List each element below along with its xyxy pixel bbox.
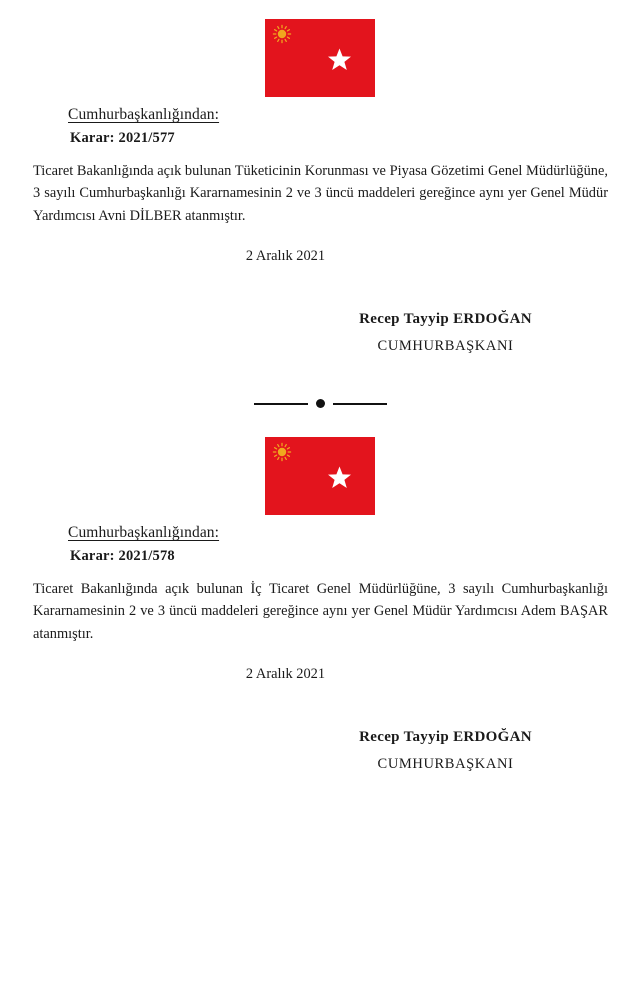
decree-header-1: Cumhurbaşkanlığından: (68, 106, 220, 123)
decree-date-2: 2 Aralık 2021 (245, 665, 326, 682)
decree-header-2: Cumhurbaşkanlığından: (68, 523, 220, 541)
decision-number-2: Karar: 2021/578 (70, 547, 175, 564)
signature-block-2 (33, 729, 608, 773)
signatory-name-1: Recep Tayyip ERDOĞAN (359, 310, 532, 327)
decree-block-1 (0, 106, 640, 355)
decision-number-1: Karar: 2021/577 (70, 130, 175, 146)
turkish-flag-icon (265, 437, 375, 515)
decision-row-1 (33, 129, 608, 147)
flag-emblem-container-2 (0, 437, 640, 515)
signature-block-1 (33, 311, 608, 355)
signatory-name-2: Recep Tayyip ERDOĞAN (359, 728, 532, 745)
turkish-flag-icon (265, 19, 375, 97)
divider-spacer (0, 411, 640, 437)
signatory-title-1: CUMHURBAŞKANI (377, 337, 514, 354)
decree-block-2 (0, 524, 640, 773)
top-spacer (0, 0, 640, 19)
signatory-title-2: CUMHURBAŞKANI (377, 755, 514, 772)
decree-date-1: 2 Aralık 2021 (245, 247, 326, 264)
decree-header-row-2 (33, 524, 608, 542)
divider-rule-left (254, 403, 308, 405)
decision-row-2 (33, 547, 608, 565)
section-divider (0, 397, 640, 411)
divider-rule-right (333, 403, 387, 405)
divider-dot-icon (316, 399, 325, 408)
flag-emblem-container-1 (0, 19, 640, 97)
decree-body-2: Ticaret Bakanlığında açık bulunan İç Ticaret Genel Müdürlüğüne, 3 sayılı Cumhurbaşkanlığı Kararnamesinin 2 ve 3 üncü maddeleri gereğince aynı yer Genel Müdür Yardımcısı Adem BAŞAR atanmıştır. (33, 580, 608, 642)
decree-header-row-1 (33, 106, 608, 124)
decree-body-1: Ticaret Bakanlığında açık bulunan Tüketicinin Korunması ve Piyasa Gözetimi Genel Müdürlüğüne, 3 sayılı Cumhurbaşkanlığı Kararnamesinin 2 ve 3 üncü maddeleri gereğince aynı yer Genel Müdür Yardımcısı Avni DİLBER atanmıştır. (33, 163, 608, 224)
